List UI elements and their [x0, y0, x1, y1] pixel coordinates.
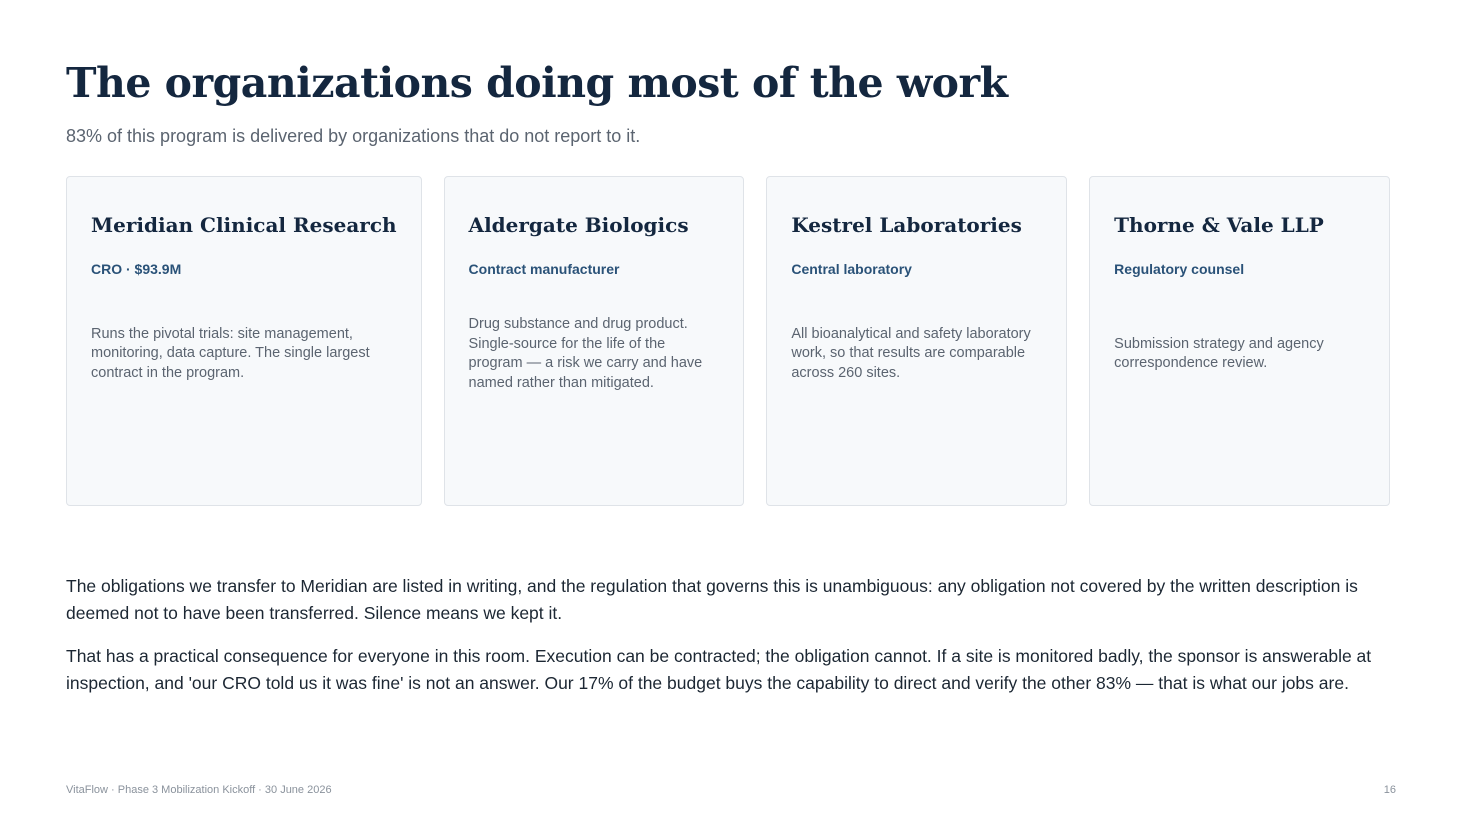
- page-subtitle: 83% of this program is delivered by organizations that do not report to it.: [66, 126, 641, 146]
- organization-description: Drug substance and drug product. Single-source for the life of the program — a risk we carry and have named rather than mitigated.: [468, 316, 703, 391]
- organization-card-meridian: [66, 176, 422, 506]
- organization-body: [1114, 279, 1365, 485]
- organization-body: [791, 279, 1042, 485]
- organization-name: Aldergate Biologics: [468, 213, 689, 237]
- organization-description: All bioanalytical and safety laboratory work, so that results are comparable across 260 sites.: [791, 325, 1031, 381]
- footer-source: VitaFlow · Phase 3 Mobilization Kickoff · 30 June 2026: [66, 784, 332, 796]
- organization-role: CRO · $93.9M: [91, 261, 182, 277]
- body-paragraph-obligations: The obligations we transfer to Meridian are listed in writing, and the regulation that governs this is unambiguous: any obligation not covered by the written description is deemed not to have been transferred. Silence means we kept it.: [66, 576, 1358, 623]
- organization-cards: [66, 176, 1390, 506]
- organization-card-thorne-vale: [1089, 176, 1390, 506]
- organization-description: Runs the pivotal trials: site management, monitoring, data capture. The single largest contract in the program.: [91, 325, 370, 381]
- organization-description: Submission strategy and agency correspondence review.: [1114, 335, 1324, 371]
- organization-body: [469, 279, 720, 485]
- organization-role: Regulatory counsel: [1114, 261, 1245, 277]
- organization-name: Thorne & Vale LLP: [1114, 213, 1324, 237]
- organization-name: Kestrel Laboratories: [791, 213, 1022, 237]
- organization-card-kestrel: [766, 176, 1067, 506]
- organization-body: [91, 279, 397, 485]
- organization-role: Central laboratory: [791, 261, 912, 277]
- organization-card-aldergate: [444, 176, 745, 506]
- organization-role: Contract manufacturer: [468, 261, 620, 277]
- body-paragraph-consequence: That has a practical consequence for everyone in this room. Execution can be contracted; the obligation cannot. If a site is monitored badly, the sponsor is answerable at inspection, and 'our CRO told us it was fine' is not an answer. Our 17% of the budget buys the capability to direct and verify the other 83% — that is what our jobs are.: [66, 646, 1372, 693]
- page-title: The organizations doing most of the work: [66, 59, 1008, 107]
- organization-name: Meridian Clinical Research: [91, 213, 397, 237]
- page-number: 16: [1383, 784, 1396, 796]
